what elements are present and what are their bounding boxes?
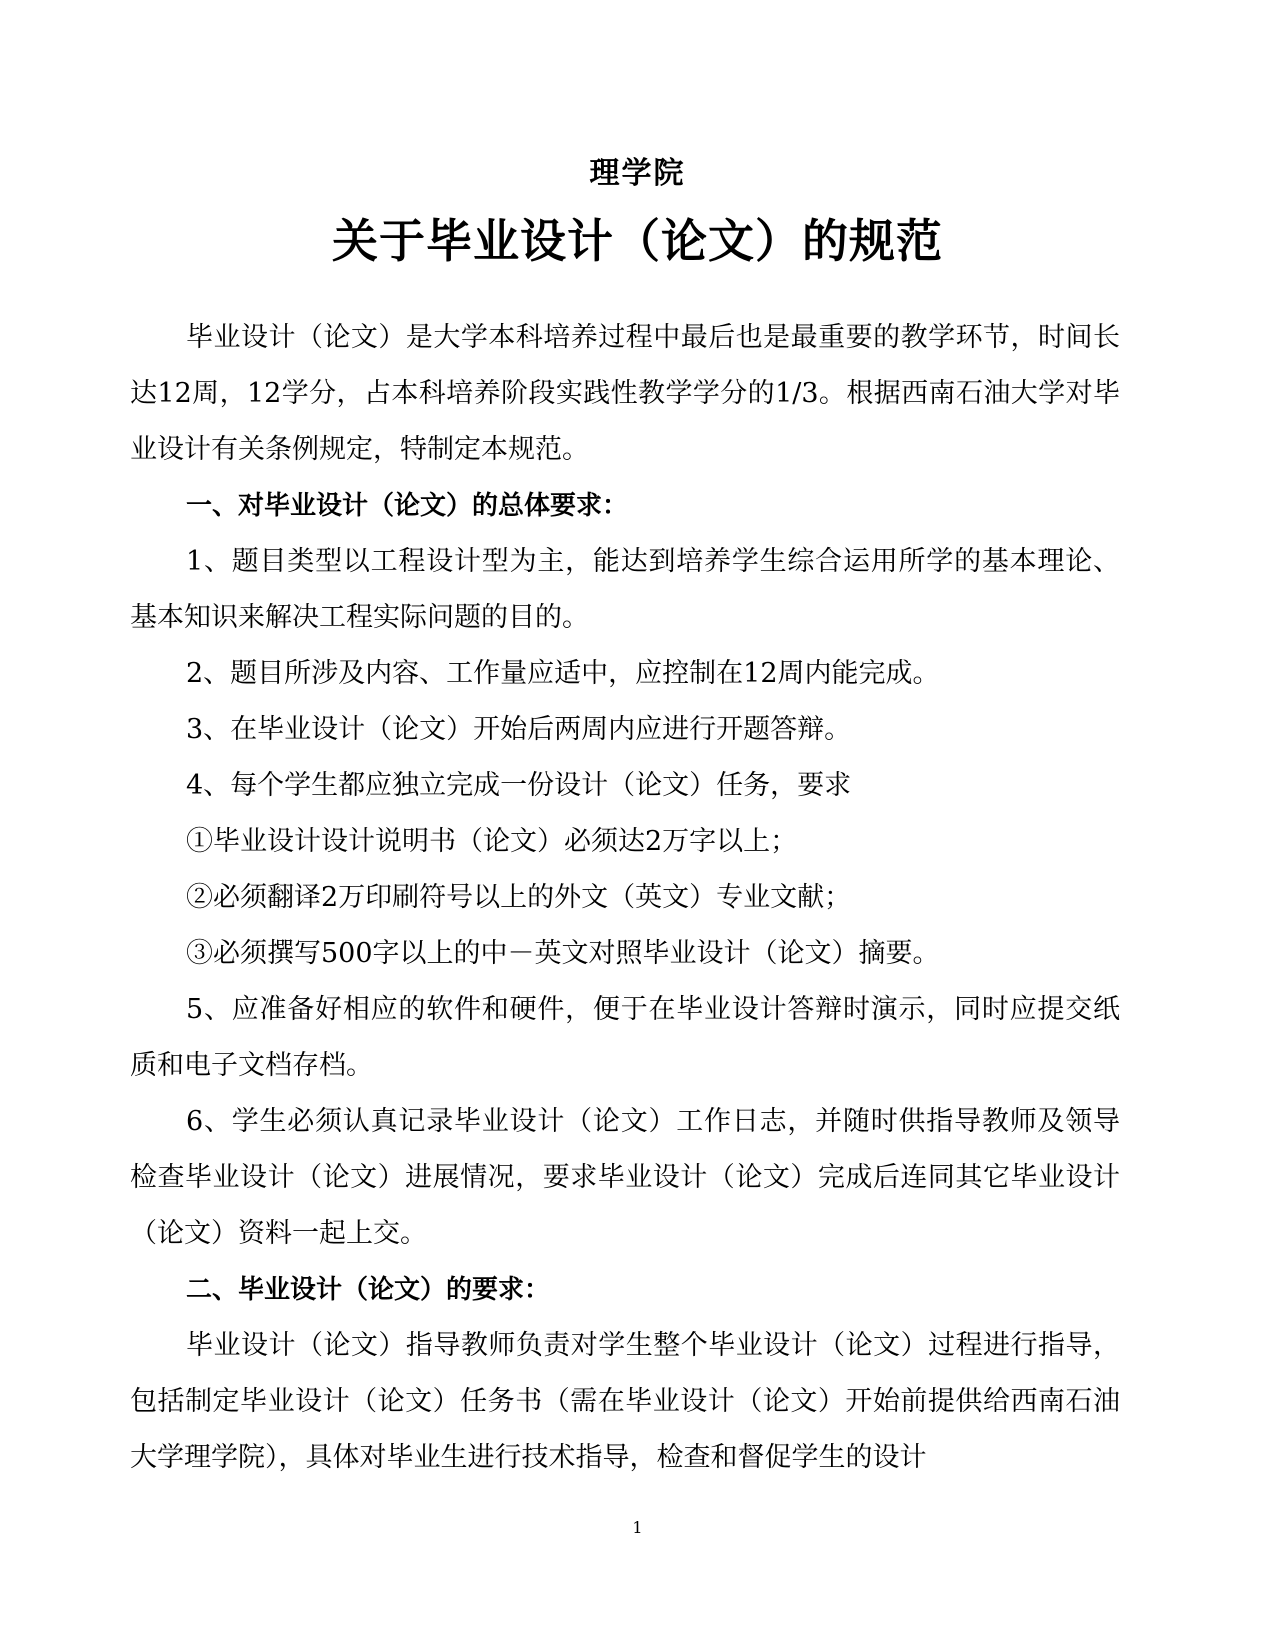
requirement-item-2: 2、题目所涉及内容、工作量应适中，应控制在12周内能完成。: [186, 658, 940, 689]
section-heading-2: 二、毕业设计（论文）的要求：: [186, 1275, 551, 1305]
document-body: [130, 310, 1120, 1486]
requirement-item-6: 6、学生必须认真记录毕业设计（论文）工作日志，并随时供指导教师及领导检查毕业设计（论文）进展情况，要求毕业设计（论文）完成后连同其它毕业设计（论文）资料一起上交。: [130, 1106, 1120, 1249]
section-heading-1: 一、对毕业设计（论文）的总体要求：: [186, 491, 629, 521]
requirement-item-3: 3、在毕业设计（论文）开始后两周内应进行开题答辩。: [186, 714, 852, 745]
requirement-subitem-1: ①毕业设计设计说明书（论文）必须达2万字以上；: [186, 826, 798, 857]
requirement-subitem-3: ③必须撰写500字以上的中－英文对照毕业设计（论文）摘要。: [186, 938, 940, 969]
intro-paragraph: 毕业设计（论文）是大学本科培养过程中最后也是最重要的教学环节，时间长达12周，12学分，占本科培养阶段实践性教学学分的1/3。根据西南石油大学对毕业设计有关条例规定，特制定本规范。: [130, 322, 1120, 465]
page-number: 1: [632, 1518, 643, 1537]
document-title: 关于毕业设计（论文）的规范: [332, 214, 943, 268]
requirement-item-4: 4、每个学生都应独立完成一份设计（论文）任务，要求: [186, 770, 852, 801]
institution-title: 理学院: [589, 156, 686, 191]
requirement-subitem-2: ②必须翻译2万印刷符号以上的外文（英文）专业文献；: [186, 882, 852, 913]
supervisor-paragraph: 毕业设计（论文）指导教师负责对学生整个毕业设计（论文）过程进行指导，包括制定毕业设计（论文）任务书（需在毕业设计（论文）开始前提供给西南石油大学理学院），具体对毕业生进行技术指导，检查和督促学生的设计: [130, 1330, 1120, 1473]
requirement-item-1: 1、题目类型以工程设计型为主，能达到培养学生综合运用所学的基本理论、基本知识来解决工程实际问题的目的。: [130, 546, 1120, 633]
requirement-item-5: 5、应准备好相应的软件和硬件，便于在毕业设计答辩时演示，同时应提交纸质和电子文档存档。: [130, 994, 1120, 1081]
